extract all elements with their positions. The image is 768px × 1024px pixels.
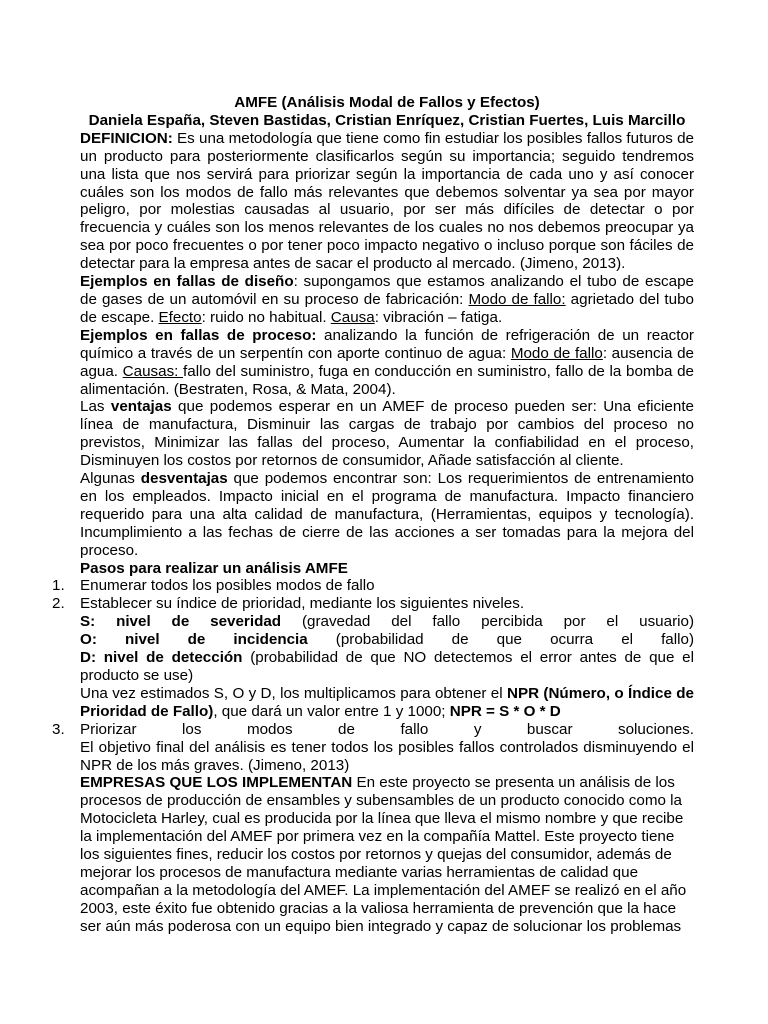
causas-term: Causas: xyxy=(122,362,184,380)
efecto-term: Efecto xyxy=(158,308,202,326)
severidad-text: (gravedad del fallo percibida por el usuario) xyxy=(281,613,694,631)
definicion-paragraph xyxy=(80,130,694,273)
proceso-text-2: : ausencia de agua. xyxy=(80,344,694,380)
ejemplos-diseno-paragraph xyxy=(80,273,694,327)
severidad-label: S: nivel de severidad xyxy=(80,613,282,631)
step-text: Enumerar todos los posibles modos de fallo xyxy=(80,577,375,595)
npr-term: NPR (Número, o Índice de Prioridad de Fallo) xyxy=(80,684,694,720)
definicion-text: Es una metodología que tiene como fin estudiar los posibles fallos futuros de un producto para posteriormente clasificarlos según su importancia; seguido tendremos una lista que nos servirá para priorizar según la importancia de cada uno y así conocer cuáles son los modos de fallo más relevantes que debemos solventar ya sea por mayor peligro, por molestias causadas al usuario, por ser más difíciles de detectar o por frecuencia y cuáles son los menos relevantes de los cuales no nos debemos preocupar ya sea por poco frecuentes o por tener poco impacto negativo o incluso porque son fáciles de detectar para la empresa antes de sacar el producto al mercado. (Jimeno, 2013). xyxy=(80,129,694,273)
step-2 xyxy=(52,595,694,613)
document-authors: Daniela España, Steven Bastidas, Cristian Enríquez, Cristian Fuertes, Luis Marcillo xyxy=(88,111,686,129)
pasos-heading xyxy=(80,560,694,578)
diseno-text-3: : ruido no habitual. xyxy=(201,308,331,326)
desventajas-term: desventajas xyxy=(140,470,228,488)
modo-fallo-term: Modo de fallo xyxy=(510,344,603,362)
incidencia-label: O: nivel de incidencia xyxy=(80,631,308,649)
npr-paragraph xyxy=(80,685,694,721)
causa-term: Causa xyxy=(330,308,375,326)
proceso-text-3: fallo del suministro, fuga en conducción en suministro, fallo de la bomba de alimentación. (Bestraten, Rosa, & Mata, 2004). xyxy=(80,362,694,398)
empresas-label: EMPRESAS QUE LOS IMPLEMENTAN xyxy=(80,774,353,792)
incidencia-level xyxy=(80,631,694,649)
desventajas-text-2: que podemos encontrar son: Los requerimientos de entrenamiento en los empleados. Impacto inicial en el programa de manufactura. Impacto financiero requerido para una alta calidad de manufactura, (Herramientas, equipos y tecnología). Incumplimiento a las fechas de cierre de las acciones a ser tomadas para la mejora del proceso. xyxy=(80,470,695,559)
step-number: 2. xyxy=(52,595,65,613)
incidencia-text: (probabilidad de que ocurra el fallo) xyxy=(307,631,695,649)
ventajas-text-1: Las xyxy=(80,398,111,416)
pasos-title: Pasos para realizar un análisis AMFE xyxy=(80,559,348,577)
step-text: Priorizar los modos de fallo y buscar soluciones. xyxy=(80,720,694,738)
severidad-level xyxy=(80,613,694,631)
diseno-text-1: : supongamos que estamos analizando el tubo de escape de gases de un automóvil en su proceso de fabricación: xyxy=(80,273,694,308)
npr-text-2: , que dará un valor entre 1 y 1000; xyxy=(213,702,450,720)
desventajas-paragraph xyxy=(80,470,694,560)
proceso-label: Ejemplos en fallas de proceso: xyxy=(80,326,317,344)
empresas-paragraph xyxy=(80,774,694,935)
step-3-detail: El objetivo final del análisis es tener todos los posibles fallos controlados disminuyendo el NPR de los más graves. (Jimeno, 2013) xyxy=(80,738,694,774)
ventajas-text-2: que podemos esperar en un AMEF de proceso pueden ser: Una eficiente línea de manufactura, Disminuir las cargas de trabajo por cambios del proceso no previstos, Minimizar las fallas del proceso, Aumentar la confiabilidad en el proceso, Disminuyen los costos por retornos de consumidor, Añade satisfacción al cliente. xyxy=(80,398,694,470)
deteccion-label: D: nivel de detección xyxy=(80,649,243,667)
empresas-text: En este proyecto se presenta un análisis de los procesos de producción de ensambles y subensambles de un producto conocido como la Motocicleta Harley, cual es producida por la línea que lleva el mismo nombre y que recibe la implementación del AMEF por primera vez en la compañía Mattel. Este proyecto tiene los siguientes fines, reducir los costos por retornos y quejas del consumidor, además de mejorar los procesos de manufactura mediante varias herramientas de calidad que acompañan a la metodología del AMEF. La implementación del AMEF se realizó en el año 2003, este éxito fue obtenido gracias a la valiosa herramienta de prevención que la hace ser aún más poderosa con un equipo bien integrado y capaz de solucionar los problemas xyxy=(80,774,687,935)
ventajas-term: ventajas xyxy=(110,398,172,416)
step-3 xyxy=(52,720,694,739)
modo-fallo-term: Modo de fallo: xyxy=(468,290,566,308)
deteccion-level xyxy=(80,649,694,685)
diseno-text-4: : vibración – fatiga. xyxy=(374,308,503,326)
diseno-label: Ejemplos en fallas de diseño xyxy=(80,273,294,291)
definicion-label: DEFINICION: xyxy=(80,129,173,147)
ventajas-paragraph xyxy=(80,398,694,470)
ejemplos-proceso-paragraph xyxy=(80,327,694,399)
npr-text-1: Una vez estimados S, O y D, los multiplicamos para obtener el xyxy=(80,684,507,702)
diseno-text-2: agrietado del tubo de escape. xyxy=(80,290,694,326)
step-number: 1. xyxy=(52,577,65,595)
deteccion-text: (probabilidad de que NO detectemos el error antes de que el producto se use) xyxy=(80,649,694,684)
step-number: 3. xyxy=(52,720,65,738)
npr-formula: NPR = S * O * D xyxy=(449,702,561,720)
proceso-text-1: analizando la función de refrigeración de un reactor químico a través de un serpentín con aporte continuo de agua: xyxy=(80,326,694,362)
step-1 xyxy=(52,577,694,595)
document-body xyxy=(52,94,695,936)
step-text: Establecer su índice de prioridad, mediante los siguientes niveles. xyxy=(80,595,525,613)
document-title: AMFE (Análisis Modal de Fallos y Efectos) xyxy=(234,94,540,111)
desventajas-text-1: Algunas xyxy=(80,470,141,488)
